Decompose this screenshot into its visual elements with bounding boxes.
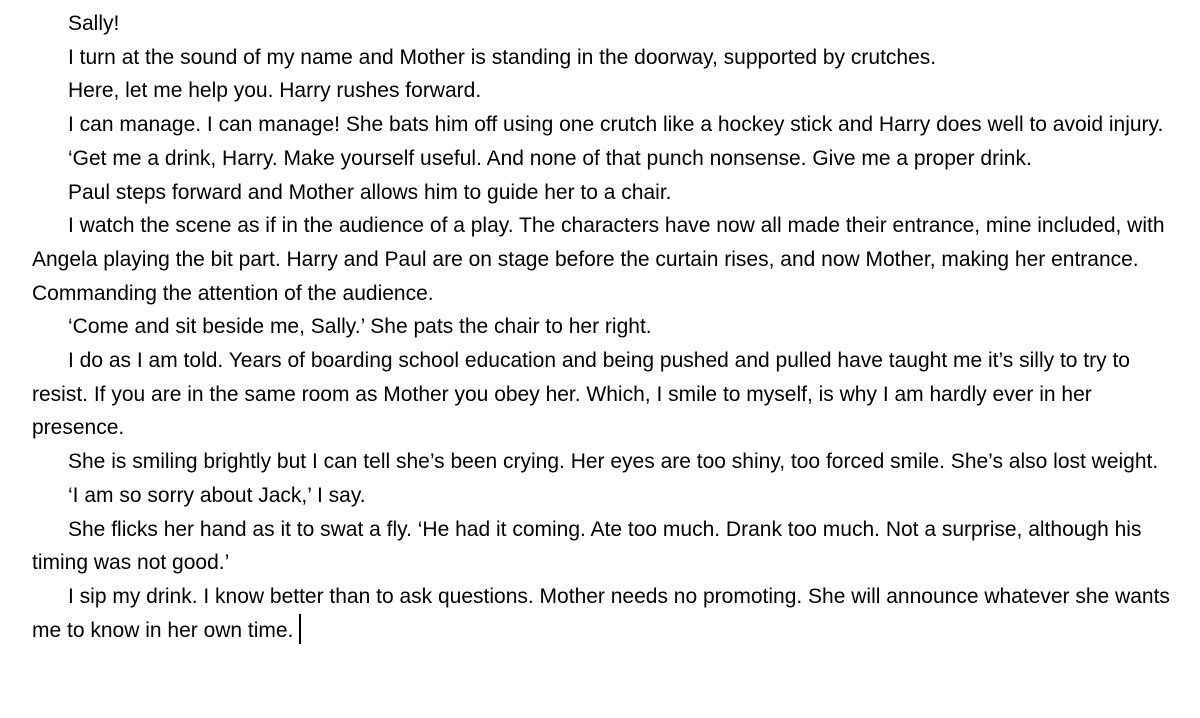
paragraph: I do as I am told. Years of boarding school education and being pushed and pulled have taught me it’s silly to try to resist. If you are in the same room as Mother you obey her. Which, I smile to myself, is why I am hardly ever in her presence. [32,349,1130,440]
paragraph: ‘Come and sit beside me, Sally.’ She pats the chair to her right. [68,315,652,339]
paragraph: Sally! [68,12,120,35]
paragraph: She is smiling brightly but I can tell she’s been crying. Her eyes are too shiny, too forced smile. She’s also lost weight. [68,450,1159,474]
paragraph: Paul steps forward and Mother allows him to guide her to a chair. [68,180,672,204]
text-cursor [299,614,301,644]
paragraph: Here, let me help you. Harry rushes forward. [68,79,482,103]
paragraph: She flicks her hand as it to swat a fly. ‘He had it coming. Ate too much. Drank too much. Not a surprise, although his timing was not good.’ [32,517,1142,575]
paragraph: ‘Get me a drink, Harry. Make yourself useful. And none of that punch nonsense. Give me a proper drink. [68,146,1032,170]
document-body[interactable] [32,7,1172,647]
paragraph: I turn at the sound of my name and Mother is standing in the doorway, supported by crutches. [68,45,937,69]
last-paragraph [32,580,1172,647]
paragraph: ‘I am so sorry about Jack,’ I say. [68,483,366,507]
paragraph-text: I sip my drink. I know better than to ask questions. Mother needs no promoting. She will announce whatever she wants me to know in her own time. [32,584,1170,642]
paragraph: I can manage. I can manage! She bats him off using one crutch like a hockey stick and Harry does well to avoid injury. [68,113,1164,137]
paragraph: I watch the scene as if in the audience of a play. The characters have now all made their entrance, mine included, with Angela playing the bit part. Harry and Paul are on stage before the curtain rises, and now Mother, making her entrance. Commanding the attention of the audience. [32,214,1165,305]
